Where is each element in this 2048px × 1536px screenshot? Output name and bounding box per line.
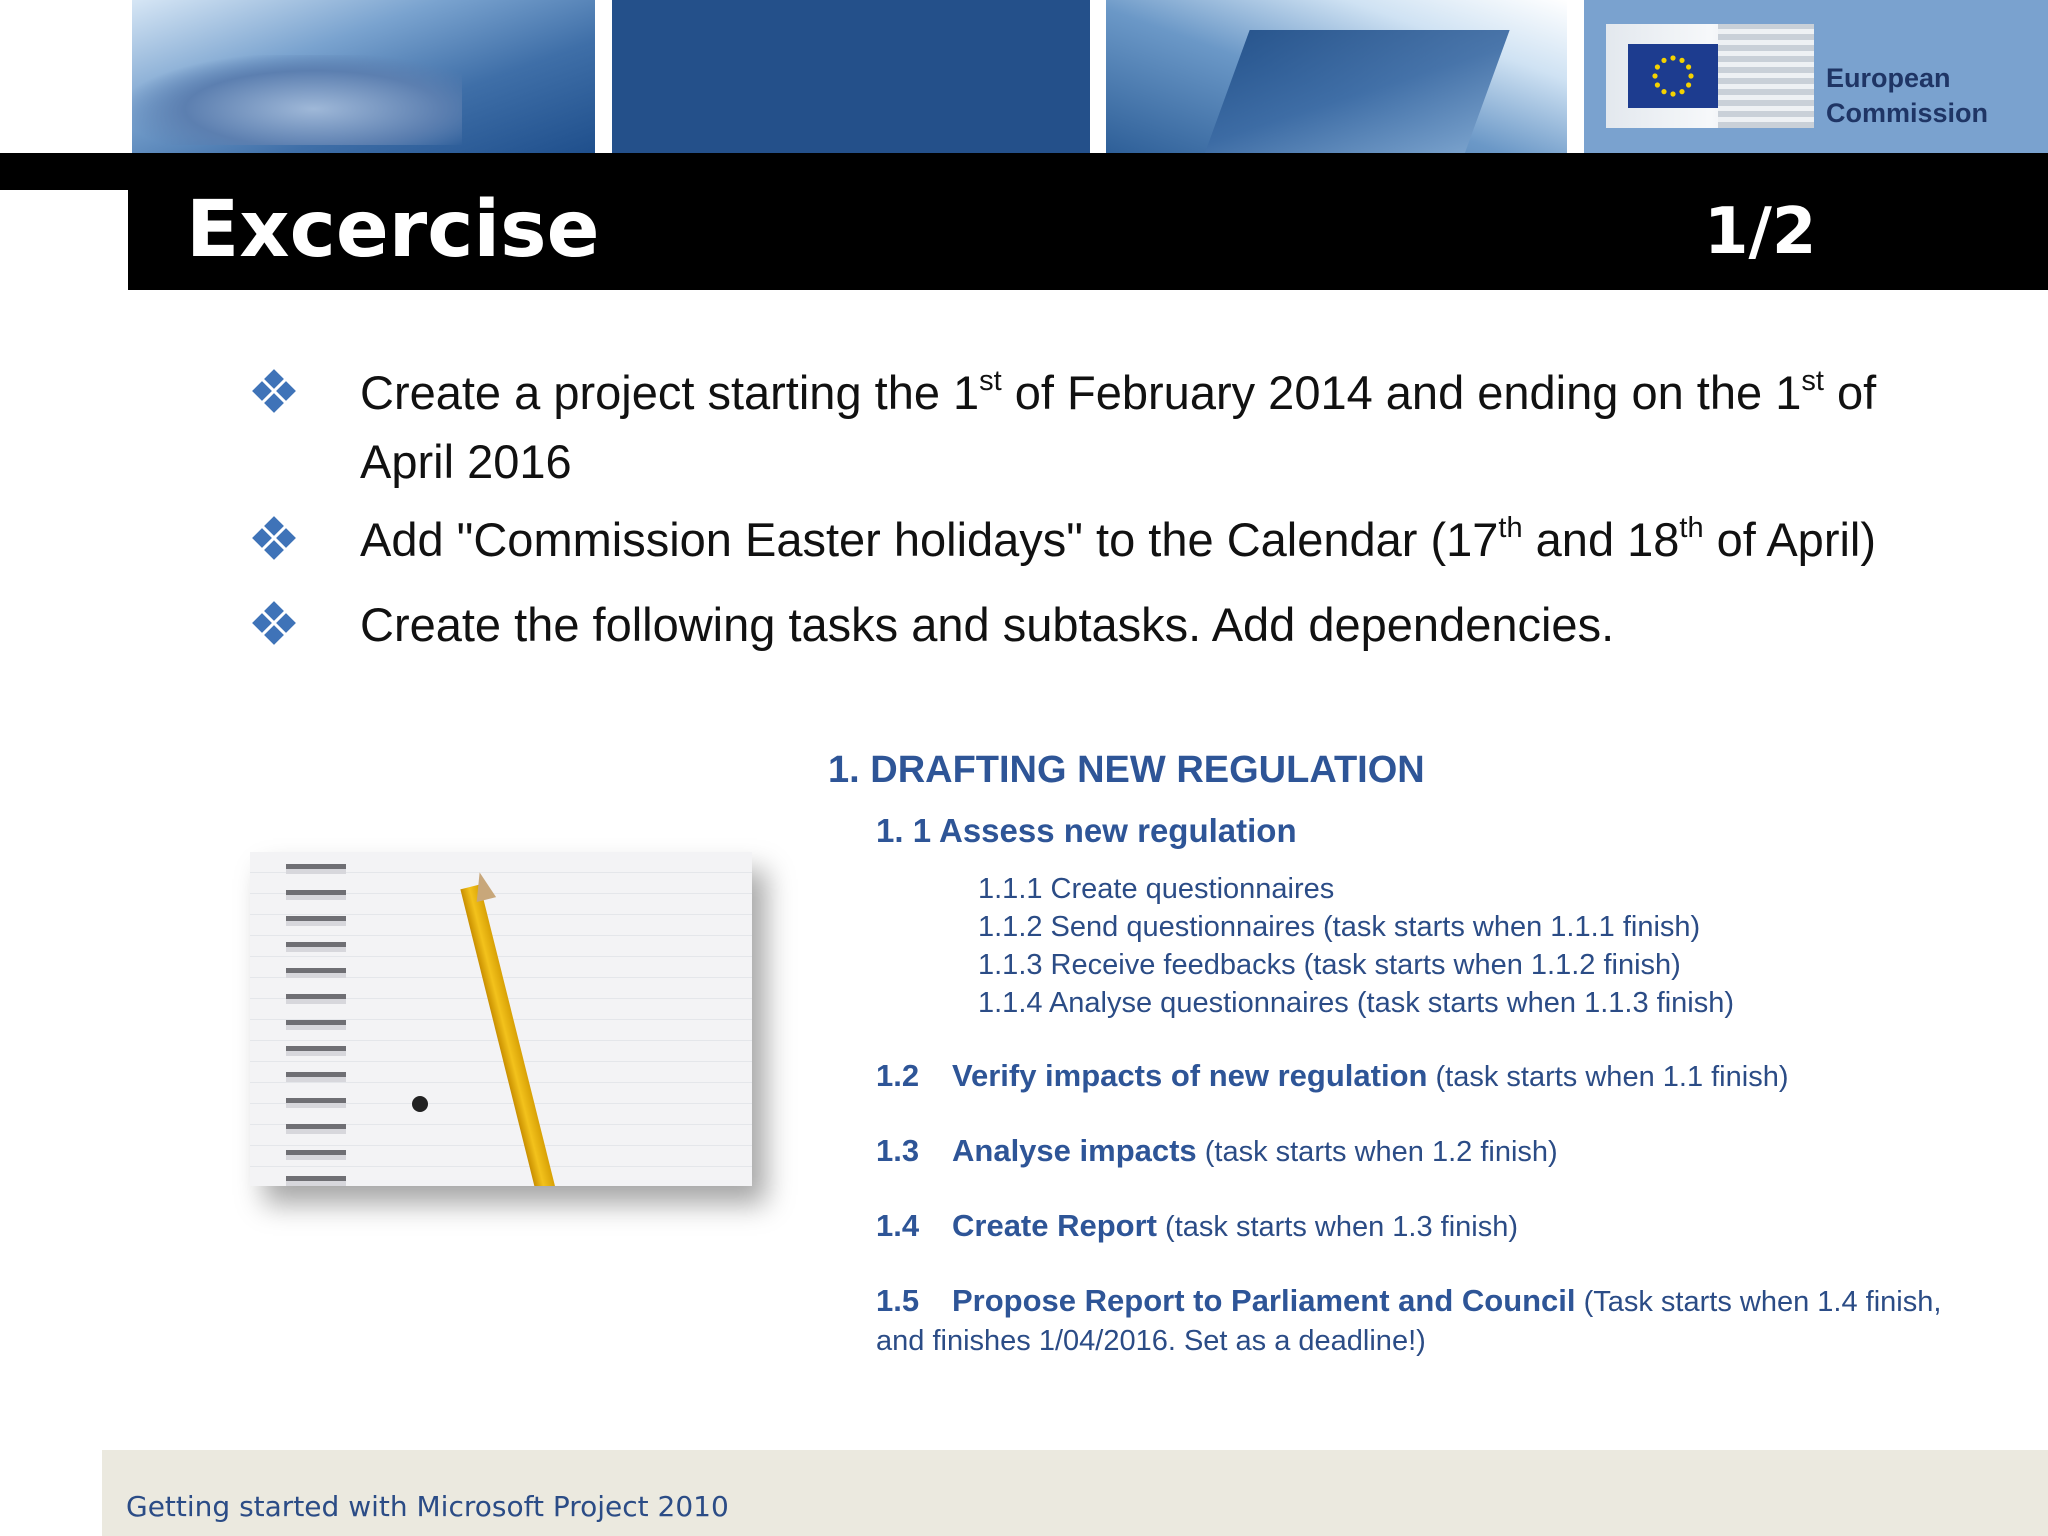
task-number: 1.3 xyxy=(876,1133,920,1168)
outline-heading: 1. DRAFTING NEW REGULATION xyxy=(828,749,1425,791)
task-note: (Task starts when 1.4 finish, and finishes 1/04/2016. Set as a deadline!) xyxy=(876,1286,1942,1357)
outline-section: 1. 1 Assess new regulation xyxy=(876,812,1297,849)
task-note: (task starts when 1.3 finish) xyxy=(1157,1211,1519,1243)
subtask-item: 1.1.2 Send questionnaires (task starts when 1.1.1 finish) xyxy=(978,911,1701,943)
slide-title: Excercise xyxy=(186,185,600,275)
task-note: (task starts when 1.1 finish) xyxy=(1427,1061,1789,1093)
task-note: (task starts when 1.2 finish) xyxy=(1196,1136,1558,1168)
task-item xyxy=(876,1132,1558,1171)
bullet-create-tasks: Create the following tasks and subtasks. Add dependencies. xyxy=(250,594,1890,656)
task-name: Create Report xyxy=(952,1208,1157,1243)
subtask-item: 1.1.4 Analyse questionnaires (task starts when 1.1.3 finish) xyxy=(978,987,1735,1019)
task-name: Analyse impacts xyxy=(952,1133,1197,1168)
page-indicator: 1/2 xyxy=(1704,195,1817,269)
bullet-create-project: Create a project starting the 1st of February 2014 and ending on the 1st of April 2016 xyxy=(250,362,1890,493)
task-number: 1.5 xyxy=(876,1283,920,1318)
task-item xyxy=(876,1282,1956,1360)
task-item xyxy=(876,1207,1518,1246)
task-name: Verify impacts of new regulation xyxy=(952,1058,1428,1093)
task-item xyxy=(876,1057,1788,1096)
task-name: Propose Report to Parliament and Council xyxy=(952,1283,1576,1318)
footer-text: Getting started with Microsoft Project 2010 xyxy=(126,1490,729,1523)
subtask-item: 1.1.3 Receive feedbacks (task starts when 1.1.2 finish) xyxy=(978,949,1681,981)
ec-logo-line2: Commission xyxy=(1826,98,1989,128)
task-number: 1.2 xyxy=(876,1058,920,1093)
ec-logo-line1: European xyxy=(1826,63,1951,93)
subtask-item: 1.1.1 Create questionnaires xyxy=(978,873,1335,905)
bullet-add-holidays: Add "Commission Easter holidays" to the Calendar (17th and 18th of April) xyxy=(250,509,1890,578)
task-number: 1.4 xyxy=(876,1208,920,1243)
